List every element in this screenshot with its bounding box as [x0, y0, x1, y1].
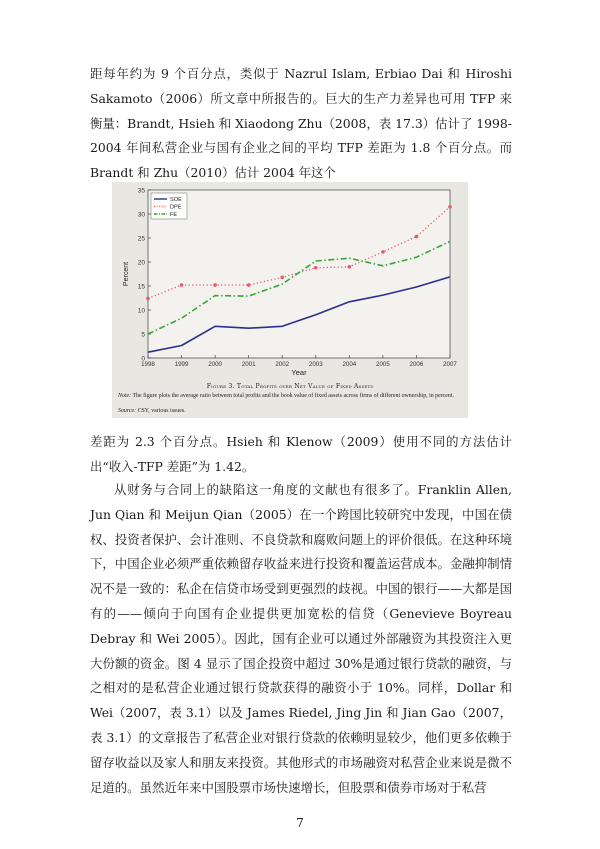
legend-label-dpe: DPE	[170, 204, 182, 211]
y-tick-label: 30	[137, 211, 145, 219]
series-point-dpe	[280, 276, 284, 280]
y-tick-label: 15	[137, 283, 145, 291]
body-paragraph-1: 距每年约为 9 个百分点，类似于 Nazrul Islam, Erbiao Dai 和 Hiroshi Sakamoto（2006）所文章中所报告的。巨大的生产力差异也可用 TFP 来衡量：Brandt, Hsieh 和 Xiaodong Zhu（2008，表 17.3）估计了 1998-2004 年间私营企业与国有企业之间的平均 TFP 差距为 1.8 个百分点。而 Brandt 和 Zhu（2010）估计 2004 年这个	[90, 66, 512, 181]
x-tick-label: 2007	[443, 361, 457, 368]
legend-label-soe: SOE	[170, 197, 182, 204]
series-point-dpe	[348, 265, 352, 269]
series-point-dpe	[415, 235, 419, 239]
x-tick-label: 2006	[409, 361, 424, 368]
y-tick-label: 35	[137, 187, 145, 195]
figure-note	[118, 393, 464, 400]
series-point-dpe	[213, 283, 217, 287]
x-tick-label: 2001	[241, 361, 256, 368]
figure-3	[112, 182, 468, 418]
body-paragraph-2: 差距为 2.3 个百分点。Hsieh 和 Klenow（2009）使用不同的方法估计出“收入-TFP 差距”为 1.42。	[90, 434, 512, 474]
y-tick-label: 10	[137, 307, 145, 315]
note-label: Note:	[118, 393, 132, 399]
series-point-dpe	[314, 266, 318, 270]
plot-area	[148, 190, 450, 358]
figure-caption-title: Figure 3. Total Profits over Net Value of Fixed Assets	[206, 383, 374, 390]
series-point-dpe	[180, 283, 184, 287]
y-tick-label: 5	[141, 331, 145, 339]
body-paragraph-3: 从财务与合同上的缺陷这一角度的文献也有很多了。Franklin Allen, Jun Qian 和 Meijun Qian（2005）在一个跨国比较研究中发现，中国在债权、投资者保护、会计准则、不良贷款和腐败问题上的评价很低。在这种环境下，中国企业必须严重依赖留存收益来进行投资和覆盖运营成本。金融抑制情况不是一致的：私企在信贷市场受到更强烈的歧视。中国的银行——大都是国有的——倾向于向国有企业提供更加宽松的信贷（Genevieve Boyreau Debray 和 Wei 2005）。因此，国有企业可以通过外部融资为其投资注入更大份额的资金。图 4 显示了国企投资中超过 30%是通过银行贷款的融资，与之相对的是私营企业通过银行贷款获得的融资小于 10%。同样，Dollar 和 Wei（2007，表 3.1）以及 James Riedel, Jing Jin 和 Jian Gao（2007，表 3.1）的文章报告了私营企业对银行贷款的依赖明显较少，他们更多依赖于留存收益以及家人和朋友来投资。其他形式的市场融资对私营企业来说是微不足道的。虽然近年来中国股票市场快速增长，但股票和债券市场对于私营	[90, 482, 512, 795]
source-label: Source:	[118, 408, 137, 414]
y-tick-label: 0	[141, 355, 145, 363]
y-tick-label: 25	[137, 235, 145, 243]
x-tick-label: 2003	[308, 361, 323, 368]
series-point-dpe	[146, 297, 150, 301]
x-tick-label: 2002	[275, 361, 290, 368]
x-tick-label: 2005	[376, 361, 390, 368]
figure-source	[118, 408, 186, 414]
y-axis-label: Percent	[123, 261, 130, 287]
x-axis-label: Year	[291, 368, 307, 377]
x-tick-label: 1998	[141, 361, 155, 368]
note-text: The figure plots the average ratio between total profits and the book value of fixed assets across firms of different ownership, in percent.	[132, 393, 454, 399]
x-tick-label: 2000	[208, 361, 222, 368]
x-tick-label: 2004	[342, 361, 357, 368]
legend-label-fe: FE	[170, 212, 178, 219]
series-point-dpe	[448, 205, 452, 209]
series-point-dpe	[247, 283, 251, 287]
x-tick-label: 1999	[174, 361, 189, 368]
page-number: 7	[296, 816, 304, 830]
series-point-dpe	[381, 250, 385, 254]
source-text: CSY, various issues.	[137, 408, 186, 414]
y-tick-label: 20	[137, 259, 145, 267]
